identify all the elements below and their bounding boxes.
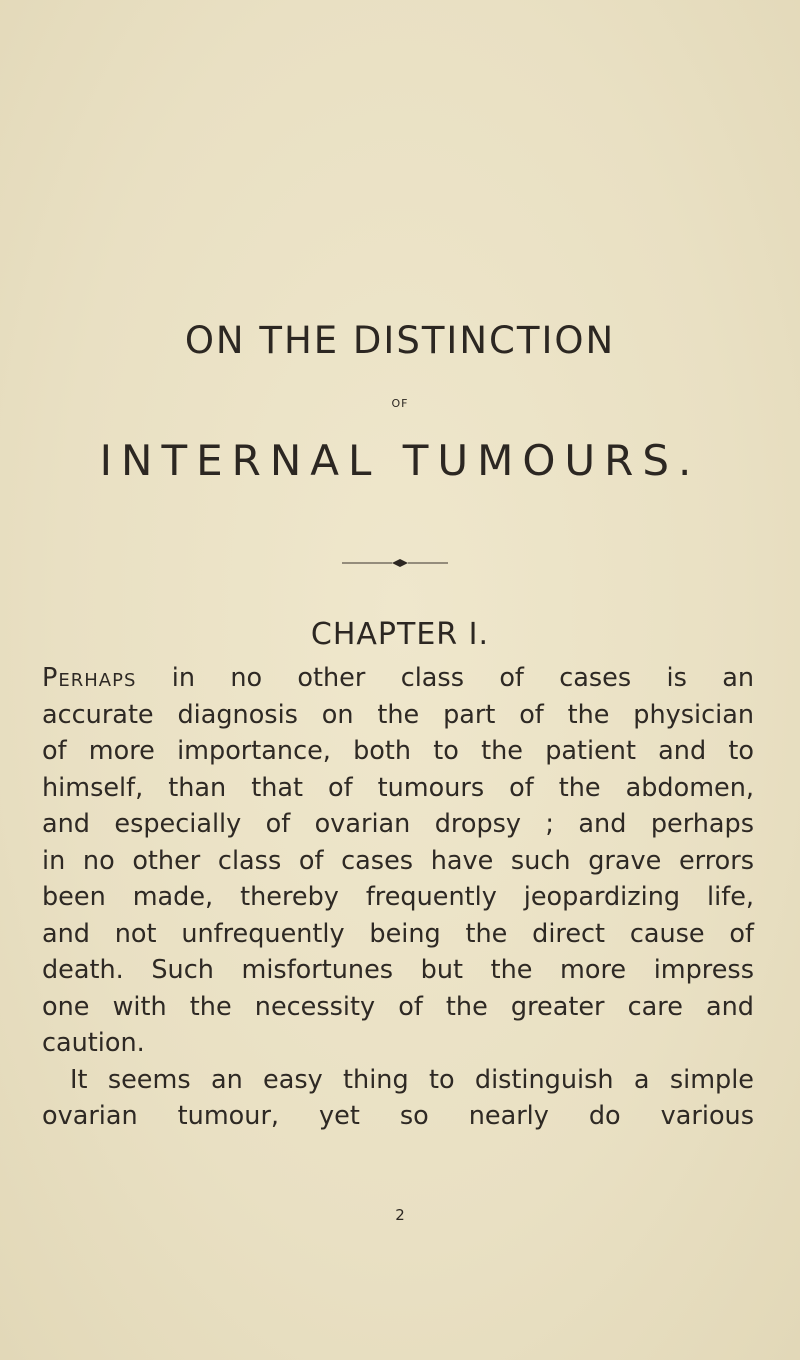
text-line: death. Such misfortunes but the more impress <box>42 955 754 985</box>
text-line: in no other class of cases have such grave errors <box>42 845 754 876</box>
chapter-heading: CHAPTER I. <box>310 617 490 652</box>
text-line: himself, than that of tumours of the abdomen, <box>42 772 754 803</box>
text-line: It seems an easy thing to distinguish a simple <box>70 1064 754 1095</box>
page-number: 2 <box>395 1206 405 1224</box>
body-text <box>42 660 754 1135</box>
text-line: one with the necessity of the greater care and <box>42 991 754 1022</box>
text-line: and not unfrequently being the direct cause of <box>42 918 754 949</box>
text-line: and especially of ovarian dropsy ; and perhaps <box>42 809 754 839</box>
title-connector: OF <box>391 397 409 410</box>
text-line: accurate diagnosis on the part of the physician <box>42 699 754 730</box>
text-line: caution. <box>42 1028 145 1058</box>
title-line-2: INTERNAL TUMOURS. <box>99 436 701 485</box>
title-line-1: ON THE DISTINCTION <box>184 319 616 362</box>
lead-word: Perhaps <box>42 663 137 693</box>
text-line: Perhaps in no other class of cases is an <box>42 663 754 693</box>
text-line: of more importance, both to the patient and to <box>42 736 754 766</box>
text-line: ovarian tumour, yet so nearly do various <box>42 1101 754 1131</box>
ornament-divider-icon <box>320 557 480 569</box>
text-line: been made, thereby frequently jeopardizing life, <box>42 882 754 912</box>
